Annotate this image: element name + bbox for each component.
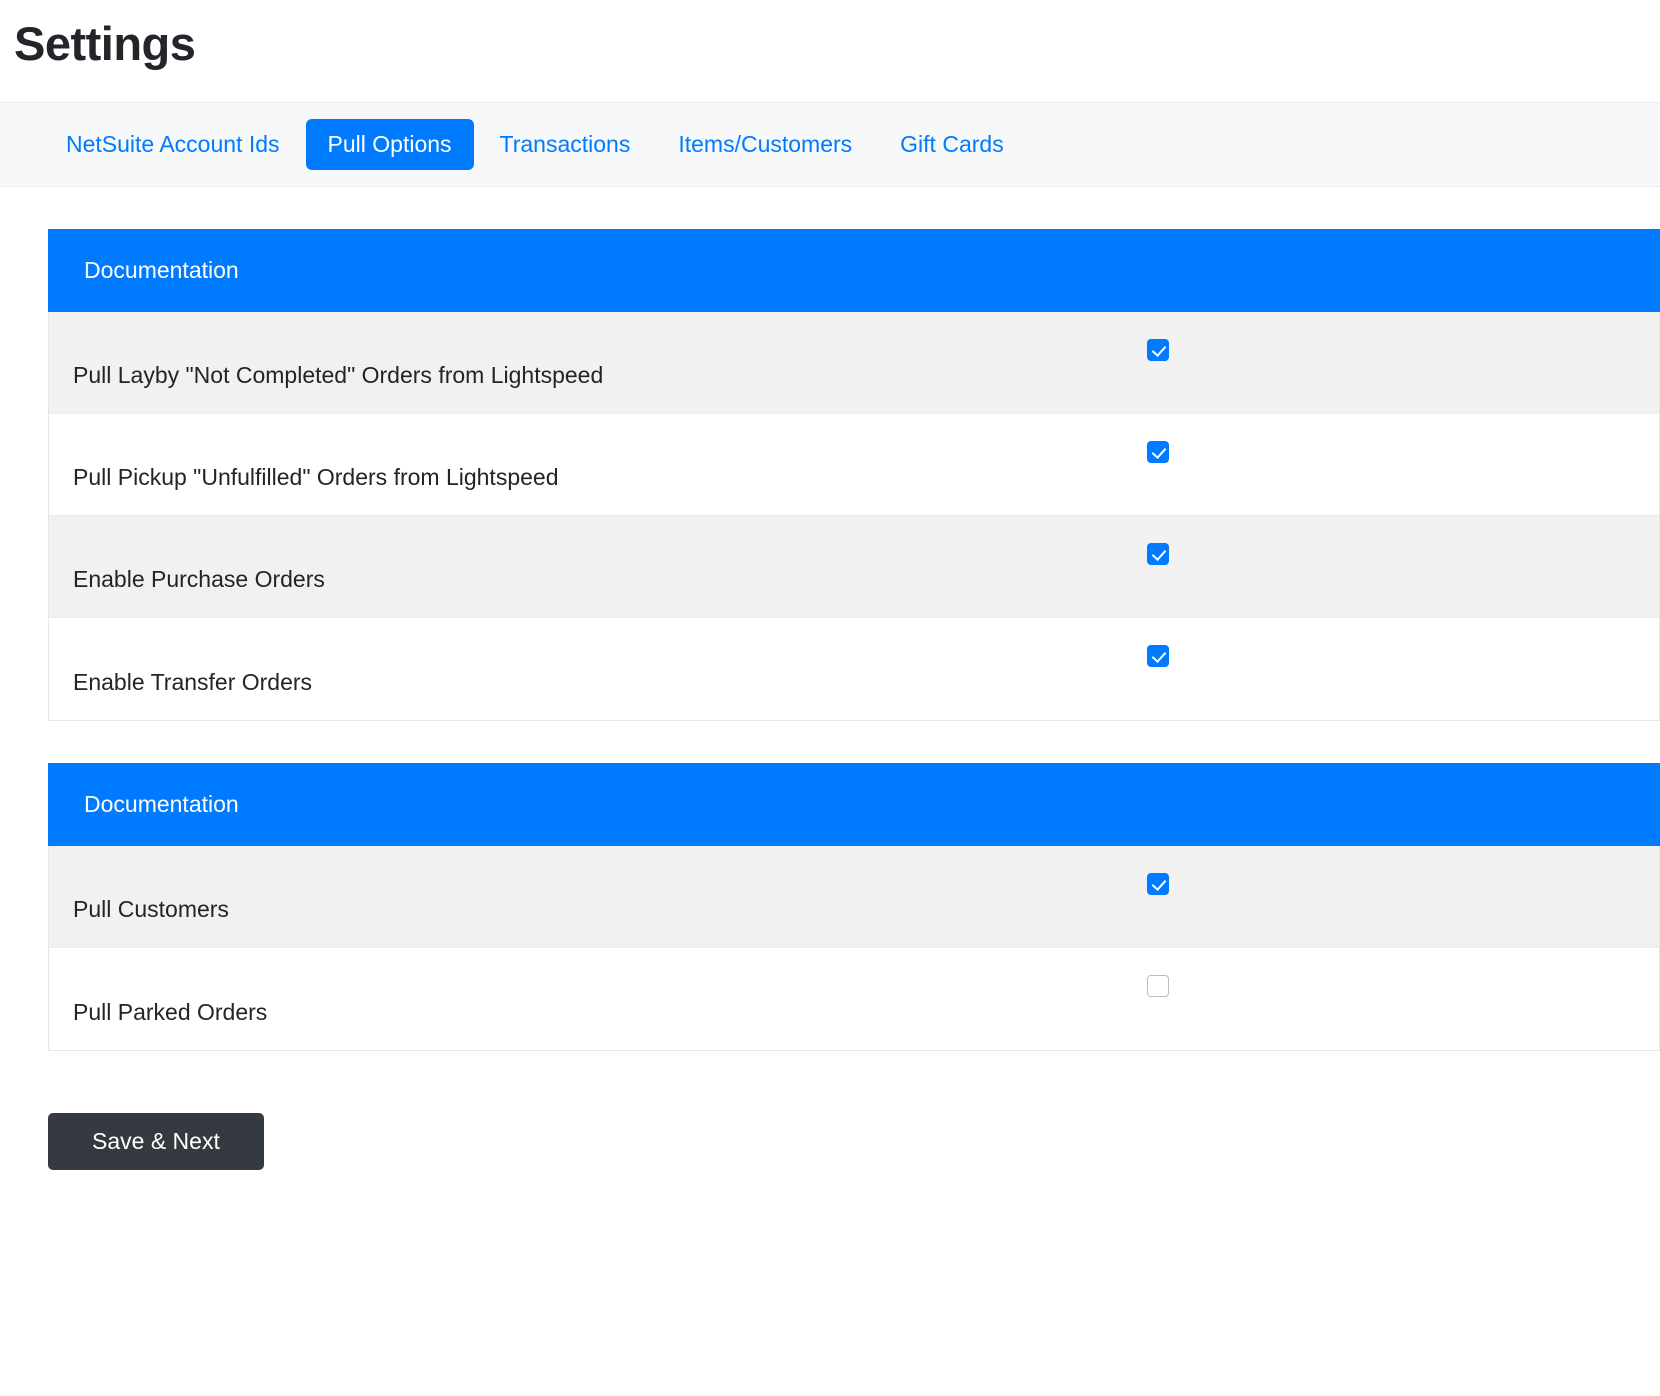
tab-transactions[interactable]: Transactions bbox=[499, 130, 631, 157]
checkbox-pull-layby[interactable] bbox=[1147, 339, 1169, 361]
table-row bbox=[49, 618, 1659, 720]
panel-customers-body bbox=[48, 846, 1660, 1051]
setting-control-purchase-orders bbox=[1147, 543, 1169, 570]
checkbox-pull-customers[interactable] bbox=[1147, 873, 1169, 895]
settings-content bbox=[0, 229, 1660, 1240]
setting-label-purchase-orders: Enable Purchase Orders bbox=[73, 565, 325, 592]
checkbox-enable-purchase-orders[interactable] bbox=[1147, 543, 1169, 565]
settings-tabs bbox=[0, 102, 1660, 187]
checkbox-pull-parked-orders[interactable] bbox=[1147, 975, 1169, 997]
setting-control-pull-parked-orders bbox=[1147, 975, 1169, 1002]
setting-control-pull-pickup bbox=[1147, 441, 1169, 468]
setting-label-transfer-orders: Enable Transfer Orders bbox=[73, 668, 313, 695]
tab-netsuite-account-ids[interactable]: NetSuite Account Ids bbox=[66, 130, 280, 157]
tab-pull-options[interactable]: Pull Options bbox=[306, 119, 474, 170]
panel-orders-header: Documentation bbox=[48, 229, 1660, 312]
save-and-next-button[interactable]: Save & Next bbox=[48, 1113, 264, 1170]
table-row bbox=[49, 414, 1659, 516]
table-row bbox=[49, 846, 1659, 948]
panel-customers bbox=[48, 763, 1660, 1051]
table-row bbox=[49, 516, 1659, 618]
table-row bbox=[49, 948, 1659, 1050]
setting-label-pull-parked-orders: Pull Parked Orders bbox=[73, 998, 268, 1025]
panel-orders-body bbox=[48, 312, 1660, 721]
table-row bbox=[49, 312, 1659, 414]
panel-customers-header: Documentation bbox=[48, 763, 1660, 846]
tab-items-customers[interactable]: Items/Customers bbox=[678, 130, 853, 157]
setting-control-pull-customers bbox=[1147, 873, 1169, 900]
page-title: Settings bbox=[14, 17, 196, 70]
setting-label-pull-layby: Pull Layby "Not Completed" Orders from Lightspeed bbox=[73, 361, 604, 388]
setting-control-transfer-orders bbox=[1147, 645, 1169, 672]
panel-orders bbox=[48, 229, 1660, 721]
bottom-spacer bbox=[0, 1170, 1660, 1240]
tab-gift-cards[interactable]: Gift Cards bbox=[900, 130, 1004, 157]
setting-label-pull-pickup: Pull Pickup "Unfulfilled" Orders from Lightspeed bbox=[73, 463, 559, 490]
checkbox-pull-pickup[interactable] bbox=[1147, 441, 1169, 463]
form-actions bbox=[48, 1113, 1660, 1170]
setting-label-pull-customers: Pull Customers bbox=[73, 895, 229, 922]
setting-control-pull-layby bbox=[1147, 339, 1169, 366]
checkbox-enable-transfer-orders[interactable] bbox=[1147, 645, 1169, 667]
